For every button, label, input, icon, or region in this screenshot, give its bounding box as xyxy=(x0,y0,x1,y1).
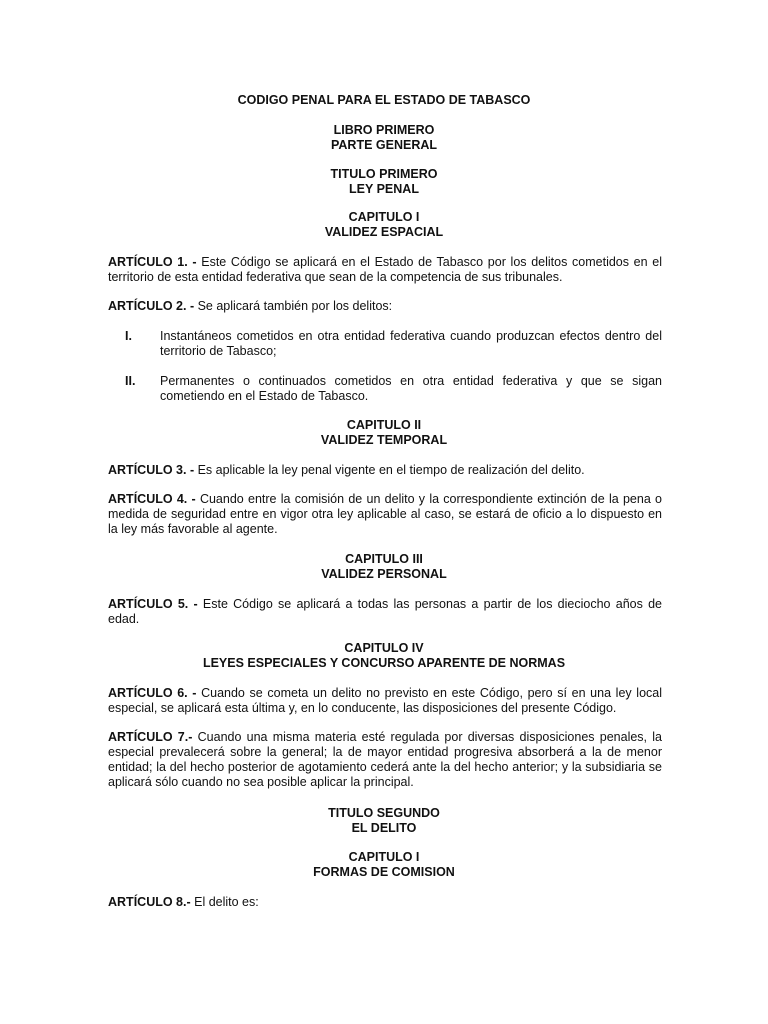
cap1-line1: CAPITULO I xyxy=(348,210,420,224)
cap5-line1: CAPITULO I xyxy=(348,850,420,864)
item-number: I. xyxy=(125,329,132,343)
article-5-text: Este Código se aplicará a todas las personas a partir de los dieciocho años de edad. xyxy=(108,597,662,626)
article-2 xyxy=(108,299,662,314)
cap2-heading xyxy=(0,418,768,448)
cap2-line2: VALIDEZ TEMPORAL xyxy=(320,433,448,447)
article-8-text: El delito es: xyxy=(190,895,259,909)
article-2-label: ARTÍCULO 2. - xyxy=(108,299,195,313)
cap3-heading xyxy=(0,552,768,582)
article-2-text: Se aplicará también por los delitos: xyxy=(194,299,393,313)
cap3-line1: CAPITULO III xyxy=(345,552,423,566)
article-6-label: ARTÍCULO 6. - xyxy=(108,686,197,700)
article-3-text: Es aplicable la ley penal vigente en el tiempo de realización del delito. xyxy=(194,463,585,477)
article-4 xyxy=(108,492,662,537)
cap5-line2: FORMAS DE COMISION xyxy=(313,865,455,879)
cap4-line1: CAPITULO IV xyxy=(344,641,424,655)
cap5-heading xyxy=(0,850,768,880)
cap1-heading xyxy=(0,210,768,240)
article-4-label: ARTÍCULO 4. - xyxy=(108,492,196,506)
item-text: Instantáneos cometidos en otra entidad federativa cuando produzcan efectos dentro del territorio de Tabasco; xyxy=(160,329,662,358)
libro-line2: PARTE GENERAL xyxy=(330,138,438,152)
cap4-heading xyxy=(0,641,768,671)
cap4-line2: LEYES ESPECIALES Y CONCURSO APARENTE DE NORMAS xyxy=(202,656,566,670)
libro-line1: LIBRO PRIMERO xyxy=(333,123,435,137)
cap3-line2: VALIDEZ PERSONAL xyxy=(321,567,447,581)
cap1-line2: VALIDEZ ESPACIAL xyxy=(324,225,444,239)
article-3-label: ARTÍCULO 3. - xyxy=(108,463,195,477)
cap2-line1: CAPITULO II xyxy=(346,418,422,432)
article-7-label: ARTÍCULO 7.- xyxy=(108,730,193,744)
titulo2-heading xyxy=(0,806,768,836)
article-5-label: ARTÍCULO 5. - xyxy=(108,597,198,611)
article-5 xyxy=(108,597,662,627)
titulo1-line1: TITULO PRIMERO xyxy=(330,167,438,181)
article-1-label: ARTÍCULO 1. - xyxy=(108,255,197,269)
article-7-text: Cuando una misma materia esté regulada por diversas disposiciones penales, la especial prevalecerá sobre la general; la de mayor entidad progresiva absorberá a la de menor entidad; la del hecho posterior de agotamiento cederá ante la del hecho anterior; y la subsidiaria se aplicará sólo cuando no sea posible aplicar la principal. xyxy=(108,730,662,789)
article-6-text: Cuando se cometa un delito no previsto en este Código, pero sí en una ley local especial, se aplicará esta última y, en lo conducente, las disposiciones del presente Código. xyxy=(108,686,662,715)
article-6 xyxy=(108,686,662,716)
article-1 xyxy=(108,255,662,285)
item-number: II. xyxy=(125,374,136,388)
article-1-text: Este Código se aplicará en el Estado de Tabasco por los delitos cometidos en el territorio de esta entidad federativa que sean de la competencia de sus tribunales. xyxy=(108,255,663,284)
article-4-text: Cuando entre la comisión de un delito y la correspondiente extinción de la pena o medida de seguridad entre en vigor otra ley aplicable al caso, se estará de oficio a lo dispuesto en la ley más favorable al agente. xyxy=(108,492,662,536)
article-8 xyxy=(108,895,662,910)
titulo1-line2: LEY PENAL xyxy=(349,182,419,196)
titulo2-line2: EL DELITO xyxy=(351,821,417,835)
libro-heading xyxy=(0,123,768,153)
document-title-block xyxy=(0,93,768,108)
titulo1-heading xyxy=(0,167,768,197)
article-8-label: ARTÍCULO 8.- xyxy=(108,895,191,909)
document-title: CODIGO PENAL PARA EL ESTADO DE TABASCO xyxy=(237,93,531,107)
item-text: Permanentes o continuados cometidos en otra entidad federativa y que se sigan cometiendo en el Estado de Tabasco. xyxy=(160,374,662,403)
titulo2-line1: TITULO SEGUNDO xyxy=(328,806,440,820)
article-7 xyxy=(108,730,662,790)
article-3 xyxy=(108,463,662,478)
